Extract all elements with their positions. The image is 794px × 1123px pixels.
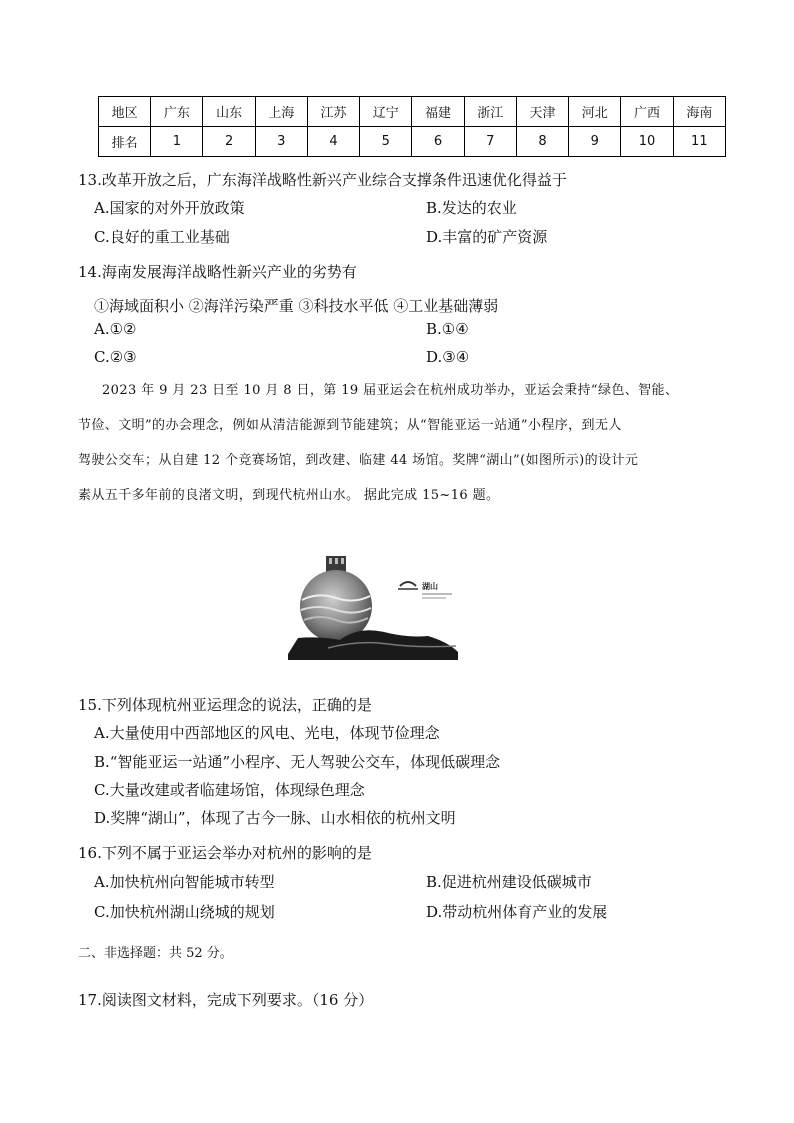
- question-13-option-a: A.国家的对外开放政策: [94, 199, 245, 217]
- table-cell: 11: [673, 127, 725, 157]
- table-cell: 9: [569, 127, 621, 157]
- table-cell: 江苏: [307, 97, 359, 127]
- passage-line-1: 2023 年 9 月 23 日至 10 月 8 日，第 19 届亚运会在杭州成功举办，亚运会秉持“绿色、智能、: [102, 383, 679, 398]
- question-15-option-a: A.大量使用中西部地区的风电、光电，体现节俭理念: [94, 724, 440, 742]
- question-14-option-c: C.②③: [94, 348, 137, 366]
- medal-name-label: 湖山: [422, 582, 438, 591]
- table-cell: 河北: [569, 97, 621, 127]
- question-16-option-d: D.带动杭州体育产业的发展: [426, 903, 608, 921]
- table-cell: 5: [360, 127, 412, 157]
- table-cell: 广西: [621, 97, 673, 127]
- question-13-stem: 13.改革开放之后，广东海洋战略性新兴产业综合支撑条件迅速优化得益于: [78, 171, 567, 189]
- question-16-option-b: B.促进杭州建设低碳城市: [426, 873, 592, 891]
- table-cell: 排名: [99, 127, 151, 157]
- question-14-option-b: B.①④: [426, 320, 469, 338]
- table-cell: 福建: [412, 97, 464, 127]
- ranking-table: [98, 96, 726, 157]
- table-cell: 10: [621, 127, 673, 157]
- table-cell: 4: [307, 127, 359, 157]
- question-16-stem: 16.下列不属于亚运会举办对杭州的影响的是: [78, 844, 372, 862]
- table-cell: 广东: [151, 97, 203, 127]
- table-cell: 1: [151, 127, 203, 157]
- table-header-row: [99, 97, 726, 127]
- table-cell: 2: [203, 127, 255, 157]
- question-13-option-c: C.良好的重工业基础: [94, 228, 230, 246]
- question-15-stem: 15.下列体现杭州亚运理念的说法，正确的是: [78, 696, 372, 714]
- section-two-heading: 二、非选择题：共 52 分。: [78, 946, 233, 961]
- medal-illustration: [288, 556, 464, 660]
- medal-figure: [288, 556, 464, 660]
- table-cell: 浙江: [464, 97, 516, 127]
- table-cell: 地区: [99, 97, 151, 127]
- passage-line-4: 素从五千多年前的良渚文明，到现代杭州山水。 据此完成 15~16 题。: [78, 488, 500, 503]
- table-cell: 上海: [255, 97, 307, 127]
- question-13-option-d: D.丰富的矿产资源: [426, 228, 548, 246]
- question-13-option-b: B.发达的农业: [426, 199, 517, 217]
- question-15-option-c: C.大量改建或者临建场馆，体现绿色理念: [94, 781, 365, 799]
- passage-line-2: 节俭、文明”的办会理念，例如从清洁能源到节能建筑；从“智能亚运一站通”小程序，到无人: [78, 418, 622, 433]
- table-cell: 辽宁: [360, 97, 412, 127]
- question-14-stem: 14.海南发展海洋战略性新兴产业的劣势有: [78, 263, 357, 281]
- question-14-items: ①海域面积小 ②海洋污染严重 ③科技水平低 ④工业基础薄弱: [94, 297, 499, 315]
- question-14-option-a: A.①②: [94, 320, 137, 338]
- table-cell: 6: [412, 127, 464, 157]
- question-17-stem: 17.阅读图文材料，完成下列要求。（16 分）: [78, 991, 374, 1009]
- question-16-option-a: A.加快杭州向智能城市转型: [94, 873, 275, 891]
- question-14-option-d: D.③④: [426, 348, 470, 366]
- table-cell: 7: [464, 127, 516, 157]
- table-cell: 山东: [203, 97, 255, 127]
- passage-line-3: 驾驶公交车；从自建 12 个竞赛场馆，到改建、临建 44 场馆。奖牌“湖山”(如图所示)的设计元: [78, 453, 639, 468]
- table-row: [99, 127, 726, 157]
- table-cell: 8: [516, 127, 568, 157]
- question-16-option-c: C.加快杭州湖山绕城的规划: [94, 903, 275, 921]
- table-cell: 海南: [673, 97, 725, 127]
- table-cell: 天津: [516, 97, 568, 127]
- table-cell: 3: [255, 127, 307, 157]
- question-15-option-b: B.“智能亚运一站通”小程序、无人驾驶公交车，体现低碳理念: [94, 753, 501, 771]
- question-15-option-d: D.奖牌“湖山”，体现了古今一脉、山水相依的杭州文明: [94, 809, 456, 827]
